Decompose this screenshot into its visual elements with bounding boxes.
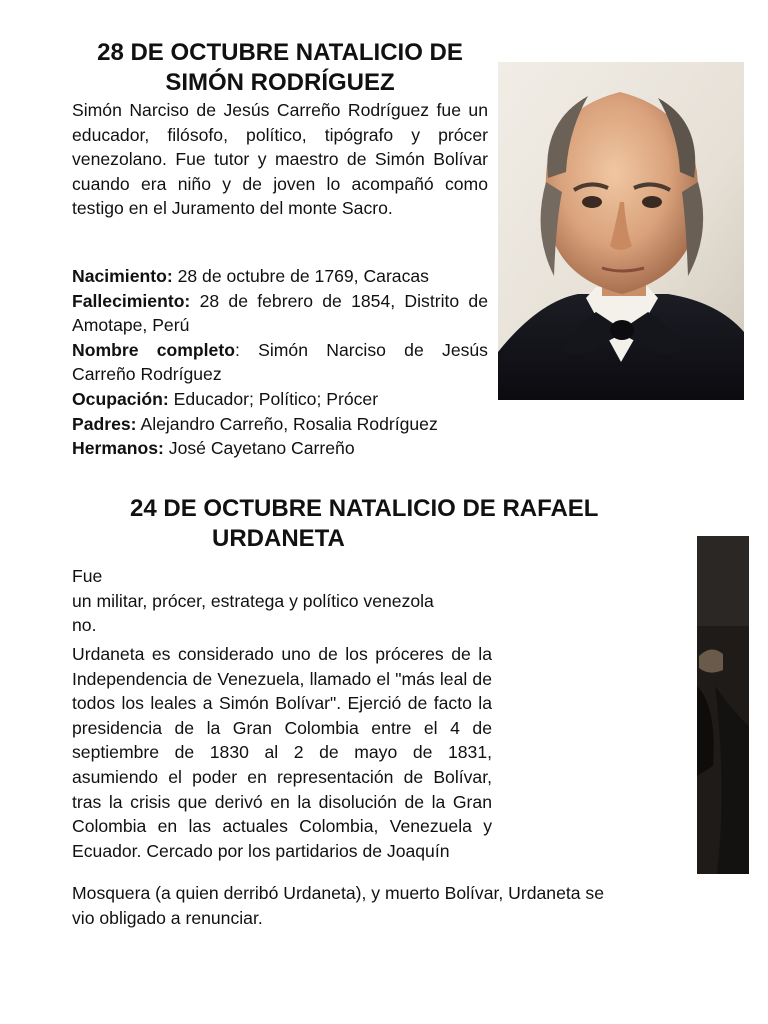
section1-title	[70, 38, 490, 98]
section2-intro-line3: no.	[72, 615, 97, 636]
simon-rodriguez-portrait	[498, 62, 744, 400]
fact-value: Educador; Político; Prócer	[168, 388, 379, 409]
fact-value: : Simón Narciso de Jesús Carreño Rodríguez	[72, 339, 488, 385]
rafael-urdaneta-portrait	[697, 536, 749, 874]
fact-value: José Cayetano Carreño	[163, 438, 355, 459]
section1-title-line2: SIMÓN RODRÍGUEZ	[165, 69, 395, 96]
fact-label: Fallecimiento:	[72, 290, 191, 311]
section2-title	[130, 494, 640, 554]
fact-ocupacion	[72, 387, 488, 412]
fact-nombre-completo	[72, 338, 488, 387]
fact-value: 28 de octubre de 1769, Caracas	[172, 266, 429, 286]
section2-body-tail	[72, 881, 702, 930]
fact-label: Nacimiento:	[72, 266, 173, 286]
fact-hermanos	[72, 436, 488, 461]
fact-value: 28 de febrero de 1854, Distrito de Amotape, Perú	[72, 290, 488, 336]
fact-label: Hermanos:	[72, 438, 164, 459]
section1-title-line1: 28 DE OCTUBRE NATALICIO DE	[97, 39, 463, 66]
section1-intro: Simón Narciso de Jesús Carreño Rodríguez fue un educador, filósofo, político, tipógrafo y prócer venezolano. Fue tutor y maestro de Simón Bolívar cuando era niño y de joven lo acompañó como testigo en el Juramento del monte Sacro.	[72, 100, 488, 219]
section2-intro-line1: Fue	[72, 566, 103, 586]
fact-nacimiento	[72, 264, 488, 289]
fact-label: Padres:	[72, 413, 137, 434]
section2-intro-line2: un militar, prócer, estratega y político venezola	[72, 590, 434, 611]
section2-title-line2: URDANETA	[212, 525, 345, 552]
fact-label: Ocupación:	[72, 388, 169, 409]
fact-label: Nombre completo	[72, 339, 235, 360]
fact-padres	[72, 412, 488, 437]
section2-body-tail-line1: Mosquera (a quien derribó Urdaneta), y muerto Bolívar, Urdaneta se	[72, 883, 604, 903]
section2-body-tail-line2: vio obligado a renunciar.	[72, 907, 263, 928]
fact-value: Alejandro Carreño, Rosalia Rodríguez	[136, 413, 438, 434]
fact-fallecimiento	[72, 289, 488, 338]
section1-facts-list	[72, 264, 488, 461]
section2-intro	[72, 564, 488, 638]
section2-body: Urdaneta es considerado uno de los próceres de la Independencia de Venezuela, llamado el "más leal de todos los leales a Simón Bolívar". Ejerció de facto la presidencia de la Gran Colombia entre el 4 de septiembre de 1830 al 2 de mayo de 1831, asumiendo el poder en representación de Bolívar, tras la crisis que derivó en la disolución de la Gran Colombia en las actuales Colombia, Venezuela y Ecuador. Cercado por los partidarios de Joaquín	[72, 644, 492, 861]
section2-title-line1: 24 DE OCTUBRE NATALICIO DE RAFAEL	[130, 495, 599, 522]
